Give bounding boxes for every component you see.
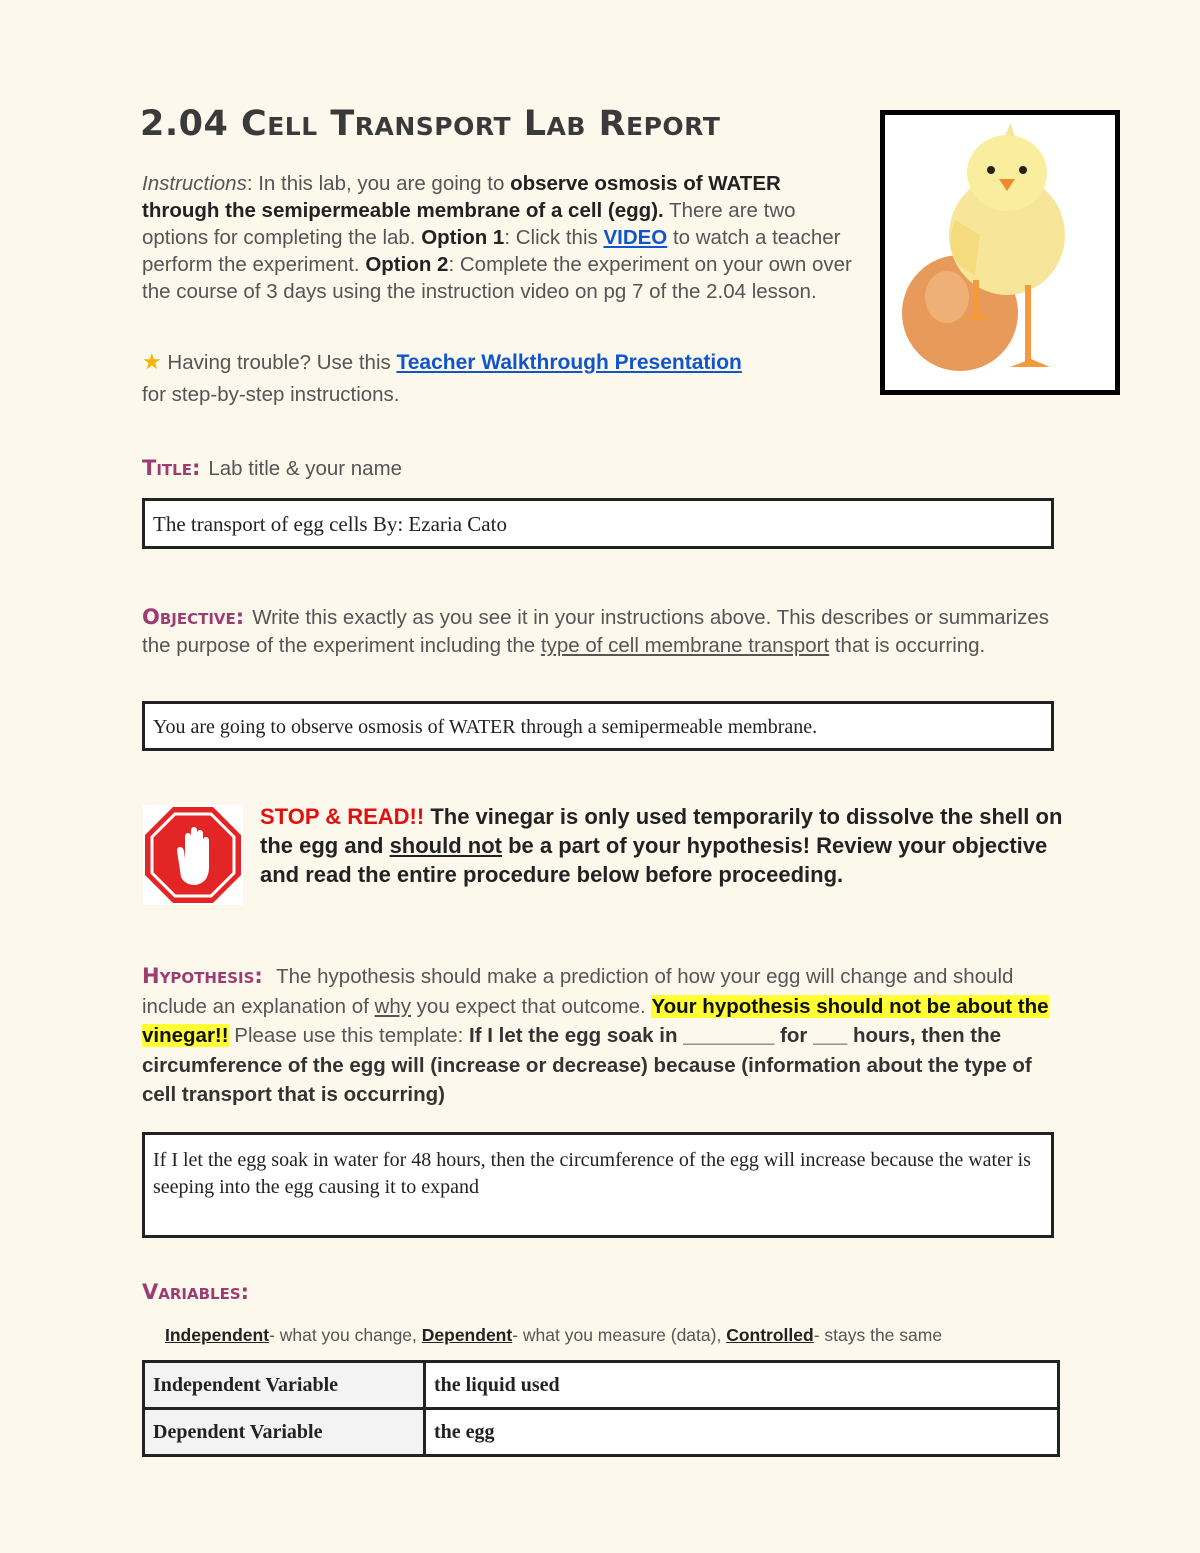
variable-value-cell[interactable]: the egg	[425, 1409, 1059, 1456]
objective-hint-underlined: type of cell membrane transport	[540, 634, 830, 657]
star-icon: ★	[142, 349, 162, 374]
variable-value-cell[interactable]: the liquid used	[425, 1362, 1059, 1409]
dependent-term: Dependent	[421, 1325, 513, 1345]
option2-label: Option 2	[365, 253, 449, 276]
stop-underlined: should not	[389, 833, 502, 858]
title-label: Title:	[142, 456, 201, 480]
objective-answer-box[interactable]	[142, 701, 1054, 751]
option1-label: Option 1	[421, 226, 505, 249]
variables-table	[142, 1360, 1060, 1457]
hypothesis-text-1: The hypothesis should make a prediction of how your egg will change and should include an explanation of	[142, 965, 1014, 1018]
trouble-text: Having trouble? Use this	[161, 351, 397, 374]
stop-text-2: be a part of your hypothesis! Review your objective and read the entire procedure below before proceeding.	[260, 833, 1048, 887]
hypothesis-answer: If I let the egg soak in water for 48 hours, then the circumference of the egg will increase because the water is seeping into the egg causing it to expand	[153, 1149, 1031, 1198]
option1-text: : Click this	[504, 226, 604, 249]
independent-term: Independent	[165, 1325, 270, 1345]
objective-section-header	[142, 603, 1057, 660]
hypothesis-highlight: Your hypothesis should not be about the vinegar!!	[142, 994, 1049, 1047]
controlled-def: - stays the same	[813, 1325, 943, 1345]
objective-hint-1: Write this exactly as you see it in your instructions above. This describes or summarizes the purpose of the experiment including the	[142, 606, 1049, 657]
options-text: There are two options for completing the lab.	[142, 199, 796, 249]
dependent-def: - what you measure (data),	[512, 1325, 727, 1345]
title-section-header	[142, 455, 1042, 483]
objective-answer: You are going to observe osmosis of WATER through a semipermeable membrane.	[153, 716, 818, 738]
instructions-text: : In this lab, you are going to	[246, 172, 511, 195]
title-answer-box[interactable]	[142, 498, 1054, 549]
chick-illustration	[885, 115, 1115, 390]
hypothesis-template: If I let the egg soak in ________ for ___ hours, then the circumference of the egg will (increase or decrease) because (information about the type of cell transport that is occurring)	[142, 1024, 1032, 1106]
option2-text: : Complete the experiment on your own over the course of 3 days using the instruction video on pg 7 of the 2.04 lesson.	[142, 253, 852, 303]
controlled-term: Controlled	[726, 1325, 814, 1345]
variables-section-header	[142, 1280, 257, 1304]
document-title: 2.04 Cell Transport Lab Report	[140, 104, 721, 144]
title-answer: The transport of egg cells By: Ezaria Cato	[153, 512, 507, 536]
variable-label-cell: Dependent Variable	[144, 1409, 425, 1456]
hypothesis-text-3: Please use this template:	[228, 1024, 470, 1047]
hypothesis-answer-box[interactable]	[142, 1132, 1054, 1238]
stop-text-1: The vinegar is only used temporarily to dissolve the shell on the egg and	[260, 804, 1063, 858]
stop-red-text: STOP & READ!!	[260, 804, 425, 829]
objective-label: Objective:	[142, 605, 245, 629]
stop-notice	[260, 802, 1070, 889]
hypothesis-why: why	[374, 994, 411, 1018]
variable-label-cell: Independent Variable	[144, 1362, 425, 1409]
hypothesis-label: Hypothesis:	[142, 964, 263, 988]
hypothesis-text-2: you expect that outcome.	[410, 994, 652, 1018]
video-link[interactable]: VIDEO	[603, 226, 668, 249]
table-row	[144, 1409, 1059, 1456]
objective-hint-2: that is occurring.	[829, 634, 986, 657]
variables-legend	[165, 1325, 942, 1346]
stop-hand-icon	[143, 805, 243, 905]
variables-label: Variables:	[142, 1280, 250, 1304]
trouble-paragraph	[142, 346, 862, 411]
trouble-rest: for step-by-step instructions.	[142, 383, 400, 406]
table-row	[144, 1362, 1059, 1409]
walkthrough-link[interactable]: Teacher Walkthrough Presentation	[396, 351, 742, 374]
instructions-paragraph	[142, 170, 862, 305]
independent-def: - what you change,	[269, 1325, 422, 1345]
instructions-label: Instructions	[142, 172, 247, 195]
title-hint: Lab title & your name	[208, 457, 403, 480]
instructions-objective: observe osmosis of WATER through the semipermeable membrane of a cell (egg).	[142, 172, 781, 222]
option1-rest: to watch a teacher perform the experiment.	[142, 226, 841, 276]
hypothesis-section-header	[142, 962, 1057, 1110]
chick-on-egg-photo	[880, 110, 1120, 395]
